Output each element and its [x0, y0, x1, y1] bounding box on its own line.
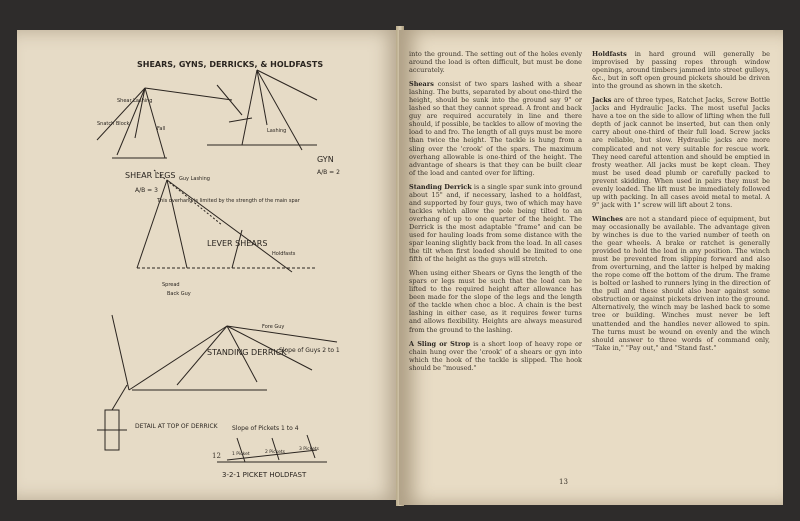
lever-shears-label: LEVER SHEARS [207, 239, 268, 248]
holdfasts-heading: Holdfasts [592, 50, 627, 58]
lever-note: This overhang is limited by the strength of the main spar [157, 198, 300, 204]
derrick-heading: Standing Derrick [409, 182, 472, 191]
shears-heading: Shears [409, 80, 434, 89]
picket-label-1: 1 Picket [232, 452, 250, 457]
page-number-right: 13 [559, 478, 568, 486]
picket-label-2: 2 Pickets [265, 450, 285, 455]
shears-text: consist of two spars lashed with a shear lashing. The butts, separated by about one-third the height, should be sunk into the ground say 9" or lashed so that they cannot spread. A front and back guy are required accurately in line and there should, if possible, be tackles to allow of moving the load to and fro. The length of all guys must be more than twice the height. The tackle is hung from a sling over the 'crook' of the spars. The maximum overhang allowable is one-third of the height. The advantage of shears is that they can be built clear of the load and canted over for lifting. [409, 80, 582, 177]
diagram-header: SHEARS, GYNS, DERRICKS, & HOLDFASTS [137, 60, 324, 69]
shear-lashing-label: Shear Lashing [117, 98, 153, 104]
derrick-paragraph [409, 183, 582, 263]
picket-slope-label: Slope of Pickets 1 to 4 [232, 425, 299, 432]
sling-heading: A Sling or Strop [409, 339, 471, 348]
left-page [17, 30, 401, 500]
winches-heading: Winches [592, 214, 623, 223]
right-page-left-column [409, 50, 582, 378]
spread-label: Spread [162, 282, 180, 288]
fall-label: Fall [157, 126, 166, 132]
gyn-lashing-label: Lashing [267, 128, 287, 134]
gyn-label: GYN [317, 155, 334, 164]
holdfasts-text: in hard ground will generally be improvised by passing ropes through window openings, around timbers jammed into street gulleys, &c., but in soft open ground pickets should be driven into the ground as shown in the sketch. [592, 50, 770, 91]
shear-legs-label: SHEAR LEGS [125, 171, 176, 180]
fore-guy-label: Fore Guy [262, 324, 285, 330]
holdfasts-label: Holdfasts [272, 251, 296, 257]
sling-text: is a short loop of heavy rope or chain hung over the 'crook' of a shears or gyn into which the hook of the tackle is slipped. The hook should be "moused." [409, 339, 582, 372]
right-page-right-column [592, 50, 770, 358]
jacks-heading: Jacks [592, 96, 612, 105]
back-guy-label: Back Guy [167, 291, 191, 297]
page-number-left: 12 [212, 452, 221, 460]
standing-derrick-label: STANDING DERRICK [207, 348, 287, 357]
right-page [399, 30, 783, 505]
picket-holdfast-label: 3-2-1 PICKET HOLDFAST [222, 471, 307, 479]
detail-label: DETAIL AT TOP OF DERRICK [135, 423, 218, 430]
sling-paragraph [409, 340, 582, 372]
shears-gyns-diagram [17, 30, 401, 500]
jacks-text: are of three types, Ratchet Jacks, Screw Bottle Jacks and Hydraulic Jacks. The most useful Jacks have a toe on the side to allow of lifting when the full depth of jack cannot be inserted, but can then only carry about one-third of their full load. Screw jacks are reliable, but slow. Hydraulic jacks are more complicated and not very suitable for rescue work. They need careful attention and should be emptied in frosty weather. All jacks must be kept clean. They must be used dead plumb or carefully packed to prevent skidding. When used in pairs they must be evenly loaded. The lift must be immediately followed up with packing. In all cases avoid metal to metal. A 9" jack with 1" screw will lift about 2 tons. [592, 96, 770, 209]
picket-label-3: 3 Pickets [299, 447, 319, 452]
guy-slope-label: Slope of Guys 2 to 1 [279, 347, 340, 354]
jacks-paragraph [592, 96, 770, 209]
winches-text: are not a standard piece of equipment, but may occasionally be available. The advantage given by winches is due to the varied number of teeth on the gear wheels. A brake or ratchet is generally provided to hold the load in any position. The winch must be prevented from slipping forward and also from overturning, and the latter is helped by making the rope come off the bottom of the drum. The frame is bolted or lashed to runners lying in the direction of the pull and these should also bear against some obstruction or against pickets driven into the ground. Alternatively, the winch may be lashed back to some tree or building. Winches must never be left unattended and the handles never allowed to spin. The turns must be wound on evenly and the winch should answer to three words of command only, "Take in," "Pay out," and "Stand fast." [592, 214, 770, 352]
shears-paragraph [409, 80, 582, 177]
gyns-paragraph: When using either Shears or Gyns the length of the spars or legs must be such that the load can be lifted to the required height after allowance has been made for the slope of the legs and the length of the tackle when choc a bloc. A chain is the best lashing in either case, as it requires fewer turns and allows flexibility. Heights are always measured from the ground to the lashing. [409, 269, 582, 334]
shear-ratio-label: A/B = 3 [135, 187, 158, 194]
intro-paragraph: into the ground. The setting out of the holes evenly around the load is often difficult, but must be done accurately. [409, 50, 582, 75]
derrick-text: is a single spar sunk into ground about 15" and, if necessary, lashed to a holdfast, and supported by four guys, two of which may have tackles which allow the pole being tilted to an overhang of up to one quarter of the height. The Derrick is the most adaptable "frame" and can be used for hauling loads from some distance with the spar leaning slightly back from the load. In all cases the tilt when first loaded should be limited to one fifth of the height as the guys will stretch. [409, 182, 582, 264]
gyn-ratio-label: A/B = 2 [317, 169, 340, 176]
holdfasts-paragraph [592, 50, 770, 90]
guy-lashing-label: Guy Lashing [179, 176, 210, 182]
snatch-block-label: Snatch Block [97, 121, 130, 127]
winches-paragraph [592, 215, 770, 352]
